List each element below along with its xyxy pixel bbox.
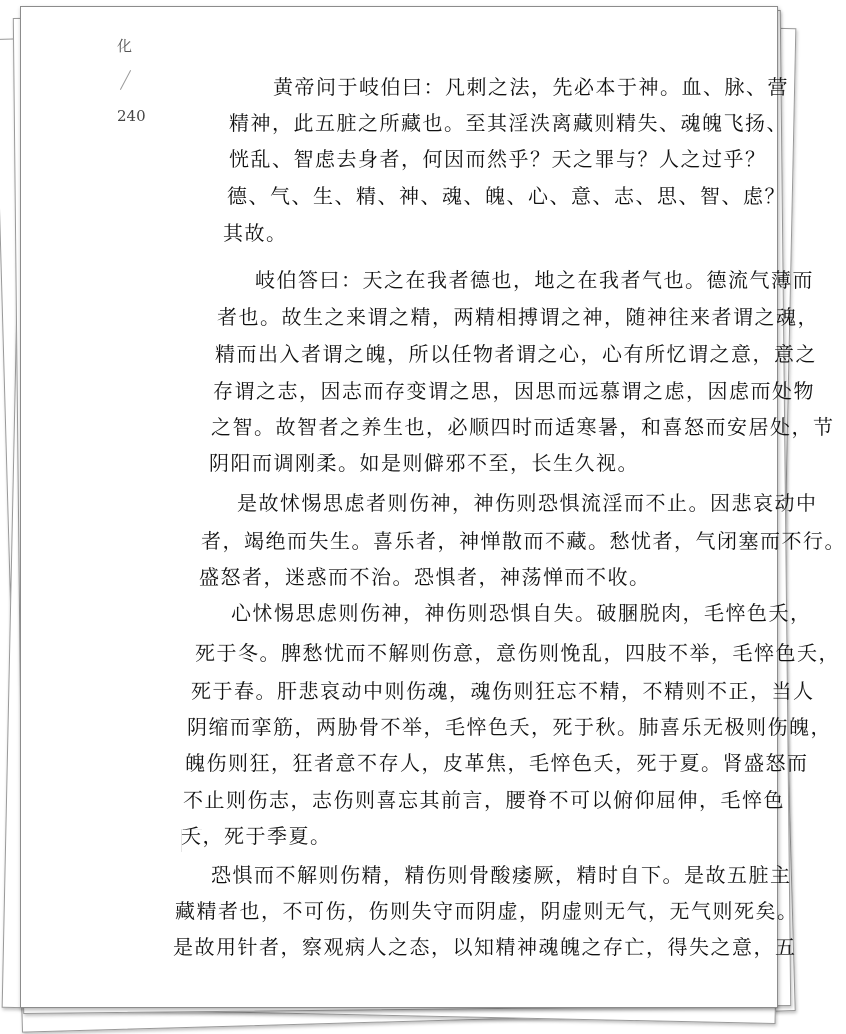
text-line: 之智。故智者之养生也，必顺四时而适寒暑，和喜怒而安居处，节	[211, 415, 835, 439]
text-line: 盛怒者，迷惑而不治。恐惧者，神荡惮而不收。	[199, 565, 651, 589]
text-line: 不止则伤志，志伤则喜忘其前言，腰脊不可以俯仰屈伸，毛悴色	[183, 788, 785, 812]
text-line: 阴缩而挛筋，两胁骨不举，毛悴色夭，死于秋。肺喜乐无极则伤魄，	[187, 715, 832, 739]
text-line: 存谓之志，因志而存变谓之思，因思而远慕谓之虑，因虑而处物	[213, 379, 815, 403]
sidebar-chapter-char: 化	[117, 37, 133, 55]
text-line: 阴阳而调刚柔。如是则僻邪不至，长生久视。	[209, 451, 639, 475]
text-line: 恐惧而不解则伤精，精伤则骨酸痿厥，精时自下。是故五脏主	[211, 863, 792, 887]
book-page	[20, 6, 846, 1008]
text-line: 黄帝问于岐伯曰：凡刺之法，先必本于神。血、脉、营	[273, 75, 789, 99]
text-line: 是故怵惕思虑者则伤神，神伤则恐惧流淫而不止。因悲哀动中	[237, 491, 818, 515]
text-line: 精而出入者谓之魄，所以任物者谓之心，心有所忆谓之意，意之	[215, 342, 817, 366]
text-line: 死于春。肝悲哀动中则伤魂，魂伤则狂忘不精，不精则不正，当人	[191, 679, 815, 703]
text-line: 其故。	[223, 221, 288, 245]
sidebar-divider	[120, 70, 131, 90]
text-line: 者也。故生之来谓之精，两精相搏谓之神，随神往来者谓之魂，	[217, 305, 819, 329]
page-number: 240	[117, 107, 146, 125]
text-line: 心怵惕思虑则伤神，神伤则恐惧自失。破䐃脱肉，毛悴色夭，	[231, 601, 812, 625]
text-line: 夭，死于季夏。	[181, 824, 332, 848]
text-line: 精神，此五脏之所藏也。至其淫泆离藏则精失、魂魄飞扬、	[229, 111, 788, 135]
text-line: 德、气、生、精、神、魂、魄、心、意、志、思、智、虑？	[227, 184, 786, 208]
text-line: 藏精者也，不可伤，伤则失守而阴虚，阴虚则无气，无气则死矣。	[175, 899, 799, 923]
text-line: 恍乱、智虑去身者，何因而然乎？天之罪与？人之过乎？	[229, 147, 767, 171]
text-line: 岐伯答曰：天之在我者德也，地之在我者气也。德流气薄而	[255, 268, 814, 292]
text-line: 魄伤则狂，狂者意不存人，皮革焦，毛悴色夭，死于夏。肾盛怒而	[185, 751, 809, 775]
text-line: 者，竭绝而失生。喜乐者，神惮散而不藏。愁忧者，气闭塞而不行。	[201, 529, 846, 553]
text-line: 是故用针者，察观病人之态，以知精神魂魄之存亡，得失之意，五	[173, 935, 797, 959]
text-line: 死于冬。脾愁忧而不解则伤意，意伤则悗乱，四肢不举，毛悴色夭，	[195, 641, 840, 665]
